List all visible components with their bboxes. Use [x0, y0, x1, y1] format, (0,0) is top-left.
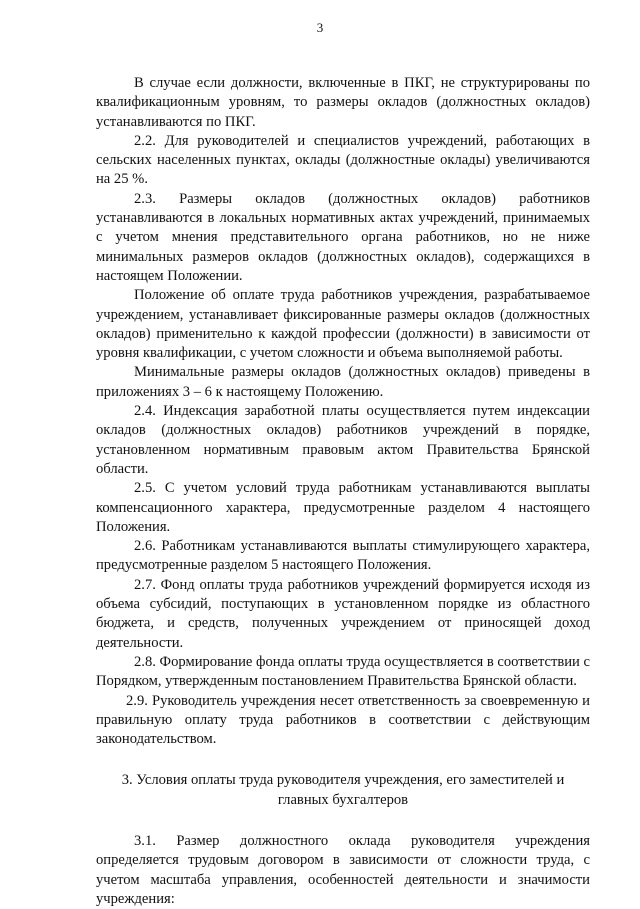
- page-number: 3: [316, 20, 324, 35]
- paragraph-2-9: 2.9. Руководитель учреждения несет ответственность за своевременную и правильную оплату труда работников в соответствии с действующим законодательством.: [96, 692, 590, 748]
- paragraph-3-1: 3.1. Размер должностного оклада руководителя учреждения определяется трудовым договором в зависимости от сложности труда, с учетом масштаба управления, особенностей деятельности и значимости учреждения:: [96, 832, 590, 907]
- document-body: [96, 74, 590, 909]
- paragraph-2-8: 2.8. Формирование фонда оплаты труда осуществляется в соответствии с Порядком, утвержденным постановлением Правительства Брянской области.: [96, 653, 590, 690]
- section-heading: 3. Условия оплаты труда руководителя учреждения, его заместителей и главных бухгалтеров: [121, 772, 565, 808]
- paragraph-pkg: В случае если должности, включенные в ПКГ, не структурированы по квалификационным уровням, то размеры окладов (должностных окладов) устанавливаются по ПКГ.: [96, 75, 590, 130]
- paragraph-minimal-salaries: Минимальные размеры окладов (должностных окладов) приведены в приложениях 3 – 6 к настоящему Положению.: [96, 364, 590, 400]
- paragraph-2-2: 2.2. Для руководителей и специалистов учреждений, работающих в сельских населенных пунктах, оклады (должностные оклады) увеличиваются на 25 %.: [96, 132, 590, 188]
- paragraph-2-5: 2.5. С учетом условий труда работникам устанавливаются выплаты компенсационного характера, предусмотренные разделом 4 настоящего Положения.: [96, 480, 590, 535]
- paragraph-regulation: Положение об оплате труда работников учреждения, разрабатываемое учреждением, устанавливает фиксированные размеры окладов (должностных окладов) применительно к каждой профессии (должности) в зависимости от уровня квалификации, с учетом сложности и объема выполняемой работы.: [96, 287, 590, 362]
- paragraph-2-7: 2.7. Фонд оплаты труда работников учреждений формируется исходя из объема субсидий, поступающих в установленном порядке из областного бюджета, и средств, полученных учреждением от приносящей доход деятельности.: [96, 576, 590, 651]
- paragraph-2-4: 2.4. Индексация заработной платы осуществляется путем индексации окладов (должностных окладов) работников учреждений в порядке, установленном нормативным правовым актом Правительства Брянской области.: [96, 403, 590, 477]
- paragraph-2-6: 2.6. Работникам устанавливаются выплаты стимулирующего характера, предусмотренные разделом 5 настоящего Положения.: [96, 538, 590, 574]
- paragraph-2-3: 2.3. Размеры окладов (должностных окладов) работников устанавливаются в локальных нормативных актах учреждений, принимаемых с учетом мнения представительного органа работников, но не ниже минимальных размеров окладов (должностных окладов), содержащихся в настоящем Положении.: [96, 190, 590, 284]
